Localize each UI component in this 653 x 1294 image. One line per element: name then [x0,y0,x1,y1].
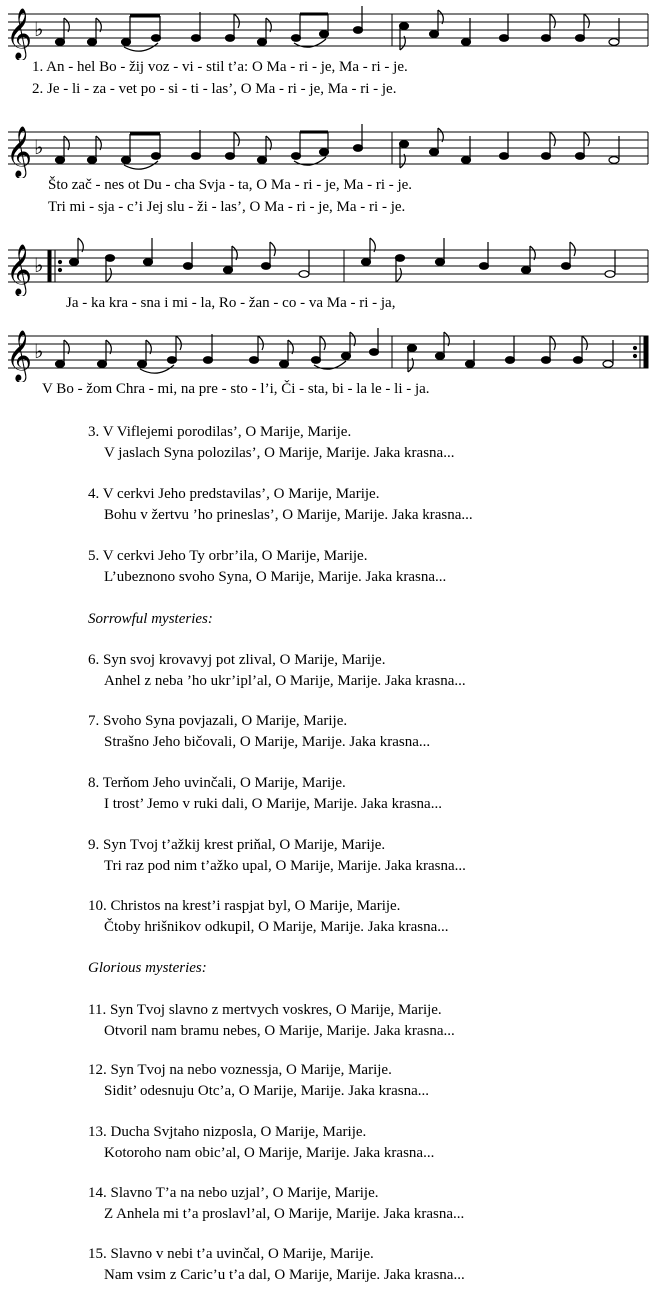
verse-line: 14. Slavno T’a na nebo uzjal’, O Marije, Marije. [88,1185,379,1201]
flat-icon: ♭ [34,253,44,277]
staff-2 [0,118,653,178]
lyric-line: Što zač - nes ot Du - cha Svja - ta, O Ma - ri - je, Ma - ri - je. [48,177,413,193]
section-title-glorious: Glorious mysteries: [88,960,207,976]
verse-line: 11. Syn Tvoj slavno z mertvych voskres, O Marije, Marije. [88,1002,442,1018]
verse-10 [88,896,449,938]
verse-7 [88,711,430,753]
verse-line: Bohu v žertvu ’ho prineslas’, O Marije, Marije. Jaka krasna... [104,507,473,523]
verse-8 [88,773,442,815]
verse-15 [88,1244,465,1286]
verse-line: 15. Slavno v nebi t’a uvinčal, O Marije, Marije. [88,1246,374,1262]
flat-icon: ♭ [34,135,44,159]
verse-line: Strašno Jeho bičovali, O Marije, Marije. Jaka krasna... [104,734,431,750]
verse-5 [88,546,446,588]
verse-line: I trost’ Jemo v ruki dali, O Marije, Marije. Jaka krasna... [104,796,442,812]
verse-line: 6. Syn svoj krovavyj pot zlival, O Marije, Marije. [88,652,386,668]
verse-line: Čtoby hrišnikov odkupil, O Marije, Marije. Jaka krasna... [104,919,449,935]
verse-4 [88,484,473,526]
verse-6 [88,650,466,692]
flat-icon: ♭ [34,17,44,41]
verse-line: Otvoril nam bramu nebes, O Marije, Marije. Jaka krasna... [104,1023,455,1039]
verse-line: V jaslach Syna polozilas’, O Marije, Marije. Jaka krasna... [104,445,455,461]
verse-3 [88,422,454,464]
flat-icon: ♭ [34,339,44,363]
staff-1 [0,0,653,60]
lyric-line: 1. An - hel Bo - žij voz - vi - stil t’a: O Ma - ri - je, Ma - ri - je. [32,59,408,75]
treble-clef-icon: 𝄞 [6,244,33,295]
treble-clef-icon: 𝄞 [6,126,33,177]
section-title-sorrowful: Sorrowful mysteries: [88,611,213,627]
verse-line: Z Anhela mi t’a proslavl’al, O Marije, Marije. Jaka krasna... [104,1206,465,1222]
music-system-1 [0,0,653,110]
verse-line: 12. Syn Tvoj na nebo voznessja, O Marije, Marije. [88,1062,392,1078]
verse-9 [88,835,466,877]
staff-4 [0,322,653,382]
staff-3 [0,236,653,296]
music-system-4 [0,322,653,432]
lyric-line: V Bo - žom Chra - mi, na pre - sto - l’i, Či - sta, bi - la le - li - ja. [42,381,430,397]
lyric-line: Ja - ka kra - sna i mi - la, Ro - žan - co - va Ma - ri - ja, [66,295,396,311]
verse-line: 10. Christos na krest’i raspjat byl, O Marije, Marije. [88,898,401,914]
verse-line: Sidit’ odesnuju Otc’a, O Marije, Marije. Jaka krasna... [104,1083,430,1099]
verse-13 [88,1122,434,1164]
verse-line: 8. Terňom Jeho uvinčali, O Marije, Marije. [88,775,346,791]
verse-line: 13. Ducha Svjtaho nizposla, O Marije, Marije. [88,1124,367,1140]
treble-clef-icon: 𝄞 [6,8,33,59]
verse-line: Tri raz pod nim t’ažko upal, O Marije, Marije. Jaka krasna... [104,858,466,874]
lyric-line: Tri mi - sja - c’i Jej slu - ži - las’, O Ma - ri - je, Ma - ri - je. [48,199,406,215]
music-system-2 [0,118,653,228]
verse-line: Kotoroho nam obic’al, O Marije, Marije. Jaka krasna... [104,1145,435,1161]
verse-line: 9. Syn Tvoj t’ažkij krest priňal, O Marije, Marije. [88,837,386,853]
verse-14 [88,1183,464,1225]
treble-clef-icon: 𝄞 [6,330,33,381]
verse-11 [88,1000,455,1042]
verse-line: 7. Svoho Syna povjazali, O Marije, Marije. [88,713,348,729]
verse-line: Anhel z neba ’ho ukr’ipl’al, O Marije, Marije. Jaka krasna... [104,673,466,689]
verse-line: L’ubeznono svoho Syna, O Marije, Marije. Jaka krasna... [104,569,447,585]
verse-line: 5. V cerkvi Jeho Ty orbr’ila, O Marije, Marije. [88,548,368,564]
verse-line: 3. V Viflejemi porodilas’, O Marije, Marije. [88,424,352,440]
verse-line: Nam vsim z Caric’u t’a dal, O Marije, Marije. Jaka krasna... [104,1267,465,1283]
verse-line: 4. V cerkvi Jeho predstavilas’, O Marije, Marije. [88,486,380,502]
lyric-line: 2. Je - li - za - vet po - si - ti - las’, O Ma - ri - je, Ma - ri - je. [32,81,397,97]
verse-12 [88,1060,429,1102]
